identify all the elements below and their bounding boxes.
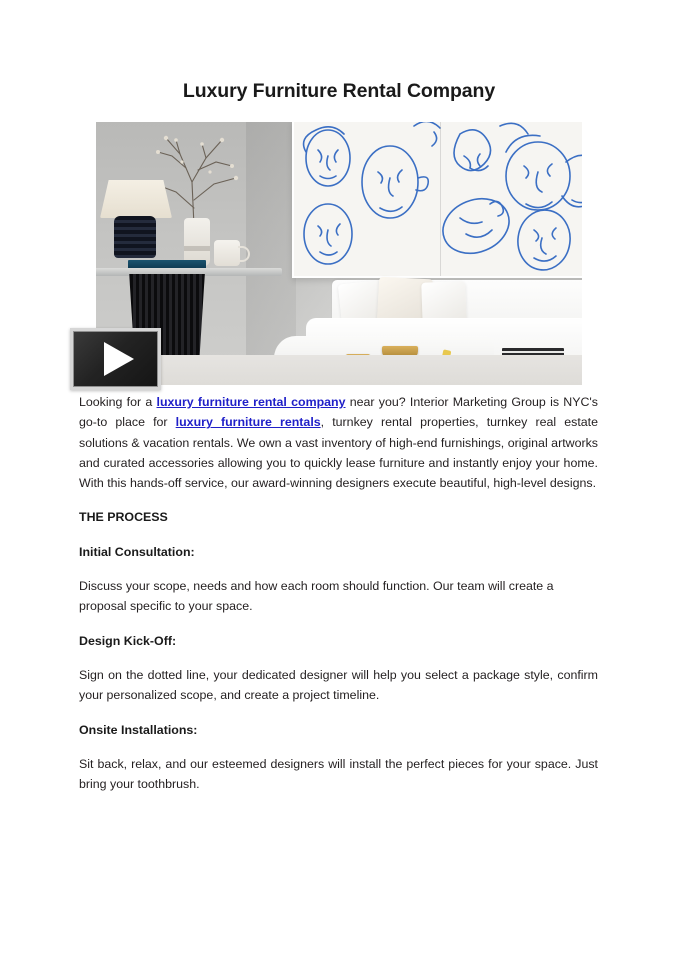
step-body-onsite-installations: Sit back, relax, and our esteemed designers will install the perfect pieces for your space. Just bring your toothbrush. — [79, 756, 598, 792]
intro-text-2: near you? Interior Marketing Group is NYC's go-to place for — [79, 395, 598, 430]
document-content — [79, 392, 598, 808]
intro-text-3: , turnkey rental properties, turnkey real estate solutions & vacation rentals. We own a vast inventory of high-end furnishings, original artworks and curated accessories allowing you to quickly lease furniture and instantly enjoy your home. With this hands-off service, our award-winning designers execute beautiful, high-level designs. — [79, 415, 598, 491]
step-body-initial-consultation: Discuss your scope, needs and how each room should function. Our team will create a proposal specific to your space. — [79, 579, 554, 614]
step-heading-design-kick-off: Design Kick-Off: — [79, 633, 177, 648]
page-title: Luxury Furniture Rental Company — [182, 80, 496, 102]
hero-image-scene — [96, 122, 582, 385]
vase-band — [184, 246, 210, 251]
step-heading-initial-consultation: Initial Consultation: — [79, 544, 195, 559]
play-button[interactable] — [70, 328, 161, 390]
hero-image — [96, 122, 582, 385]
artwork-panel-divider — [440, 122, 441, 276]
ceramic-vase — [184, 218, 210, 266]
table-lamp-base — [114, 216, 156, 258]
step-body-design-kick-off: Sign on the dotted line, your dedicated designer will help you select a package style, confirm your personalized scope, and create a project timeline. — [79, 667, 598, 703]
process-heading: THE PROCESS — [79, 510, 168, 525]
line-art-faces-artwork — [292, 122, 582, 278]
table-lamp-shade — [100, 180, 172, 218]
play-button-surface — [73, 331, 158, 387]
floor — [96, 355, 582, 385]
face-mug-decor — [214, 240, 240, 266]
play-icon — [104, 342, 134, 376]
link-luxury-furniture-rental-company[interactable]: luxury furniture rental company — [156, 395, 346, 409]
intro-text-1: Looking for a — [79, 395, 157, 409]
link-luxury-furniture-rentals[interactable]: luxury furniture rentals — [175, 415, 321, 430]
artwork-lines-svg — [294, 122, 582, 276]
step-heading-onsite-installations: Onsite Installations: — [79, 722, 198, 737]
intro-paragraph — [79, 392, 598, 493]
